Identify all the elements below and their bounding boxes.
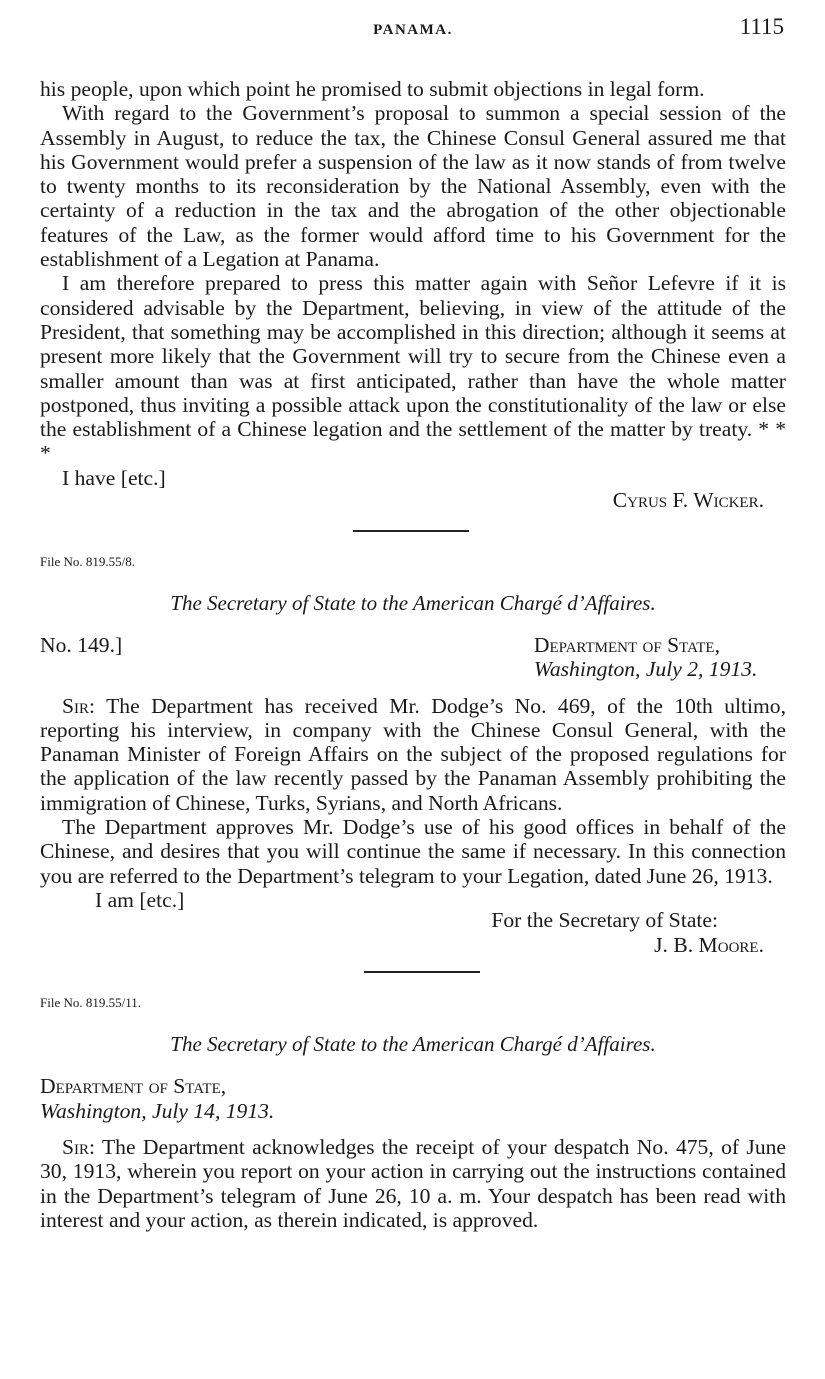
page-number: 1115 xyxy=(739,14,784,39)
document-title: The Secretary of State to the American Chargé d’Affaires. xyxy=(170,590,656,615)
department-name: Department of State, xyxy=(40,1074,227,1099)
paragraph: his people, upon which point he promised to submit objections in legal form. xyxy=(40,77,705,101)
salutation: Sir: xyxy=(62,693,96,718)
letter-july-14 xyxy=(40,991,786,1232)
dateline xyxy=(40,633,786,682)
closing: I have [etc.] xyxy=(62,465,166,490)
paragraph xyxy=(40,1135,786,1232)
place-date: Washington, July 2, 1913. xyxy=(533,657,758,682)
paragraph-text: The Department acknowledges the receipt of your despatch No. 475, of June 30, 1913, wherein you report on your action in carrying out the instructions contained in the Department’s telegram of June 26, 10 a. m. Your despatch has been read with interest and your action, as therein indicated, is approved. xyxy=(40,1134,786,1232)
file-number: File No. 819.55/11. xyxy=(40,994,141,1010)
salutation: Sir: xyxy=(62,1134,96,1159)
paragraph-text: The Department has received Mr. Dodge’s No. 469, of the 10th ultimo, reporting his interview, in company with the Chinese Consul General, with the Panaman Minister of Foreign Affairs on the subject of the proposed regulations for the application of the law recently passed by the Panaman Assembly prohibiting the immigration of Chinese, Turks, Syrians, and North Africans. xyxy=(40,693,787,815)
for-line: For the Secretary of State: xyxy=(491,908,718,933)
document-page xyxy=(40,12,786,1232)
paragraph: I am therefore prepared to press this matter again with Señor Lefevre if it is considered advisable by the Department, believing, in view of the attitude of the President, that something may be accomplished in this direction; although it seems at present more likely that the Government will try to secure from the Chinese even a smaller amount than was at first anticipated, rather than have the whole matter postponed, thus inviting a possible attack upon the constitutionality of the law or else the establishment of a Chinese legation and the settlement of the matter by treaty. * * * xyxy=(40,271,786,466)
paragraph: With regard to the Government’s proposal to summon a special session of the Assembly in August, to reduce the tax, the Chinese Consul General assured me that his Government would prefer a suspension of the law as it now stands of from twelve to twenty months to its reconsideration by the National Assembly, even with the certainty of a reduction in the tax and the abrogation of the other objectionable features of the Law, as the former would afford time to his Government for the establishment of a Legation at Panama. xyxy=(40,101,786,272)
letter-july-2 xyxy=(40,550,786,956)
signature: Cyrus F. Wicker. xyxy=(612,488,764,513)
page-header xyxy=(40,12,786,64)
section-divider xyxy=(364,971,480,973)
dateline xyxy=(40,1074,764,1123)
file-number: File No. 819.55/8. xyxy=(40,554,135,570)
document-title: The Secretary of State to the American Chargé d’Affaires. xyxy=(170,1032,656,1057)
signature: J. B. Moore. xyxy=(654,932,764,957)
closing: I am [etc.] xyxy=(95,887,185,912)
section-divider xyxy=(353,530,469,532)
paragraph: The Department approves Mr. Dodge’s use of his good offices in behalf of the Chinese, and desires that you will continue the same if necessary. In this connection you are referred to the Department’s telegram to your Legation, dated June 26, 1913. xyxy=(40,815,786,888)
despatch-number: No. 149.] xyxy=(40,632,123,657)
letter-wicker xyxy=(40,77,786,512)
running-head: PANAMA. xyxy=(373,22,453,38)
place-date: Washington, July 14, 1913. xyxy=(40,1098,275,1123)
paragraph xyxy=(40,694,786,815)
department-name: Department of State, xyxy=(533,632,720,657)
